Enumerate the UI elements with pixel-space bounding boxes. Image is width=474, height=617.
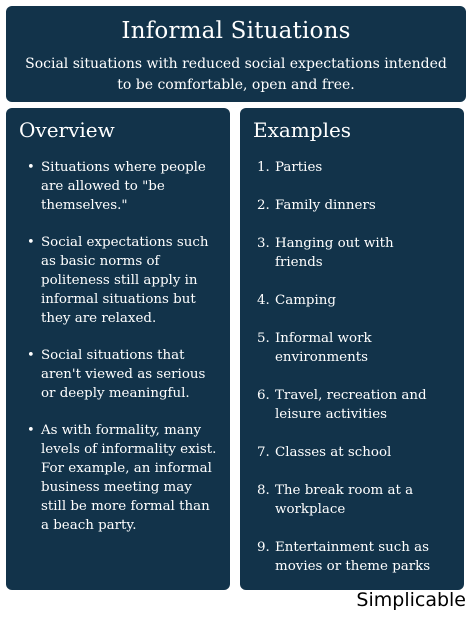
examples-title: Examples — [253, 118, 352, 142]
list-item — [6, 346, 221, 403]
examples-panel — [240, 108, 464, 590]
page-subtitle: Social situations with reduced social expectations intended to be comfortable, open and free. — [25, 56, 447, 93]
overview-item-text: As with formality, many levels of informality exist. For example, an informal business meeting may still be more formal than a beach party. — [41, 423, 217, 533]
list-item — [6, 233, 221, 328]
item-number: 4. — [257, 293, 270, 308]
example-item-text: Travel, recreation and leisure activities — [275, 388, 427, 422]
page-title: Informal Situations — [121, 18, 351, 44]
list-item — [240, 329, 445, 367]
example-item-text: Camping — [275, 293, 336, 308]
overview-item-text: Social expectations such as basic norms of politeness still apply in informal situations but they are relaxed. — [41, 235, 209, 326]
example-item-text: Hanging out with friends — [275, 236, 394, 270]
overview-list — [6, 158, 221, 553]
list-item — [240, 481, 445, 519]
list-item — [240, 158, 445, 177]
example-item-text: Family dinners — [275, 198, 376, 213]
list-item — [240, 443, 445, 462]
overview-panel — [6, 108, 230, 590]
brand-logo-text: Simplicable — [356, 589, 466, 611]
list-item — [240, 291, 445, 310]
example-item-text: Informal work environments — [275, 331, 372, 365]
list-item — [6, 421, 221, 535]
list-item — [240, 386, 445, 424]
example-item-text: Classes at school — [275, 445, 392, 460]
list-item — [240, 234, 445, 272]
list-item — [6, 158, 221, 215]
example-item-text: The break room at a workplace — [275, 483, 414, 517]
overview-item-text: Situations where people are allowed to "be themselves." — [41, 160, 206, 213]
list-item — [240, 196, 445, 215]
item-number: 2. — [257, 198, 270, 213]
overview-item-text: Social situations that aren't viewed as serious or deeply meaningful. — [41, 348, 206, 401]
bullet-icon: • — [27, 160, 35, 175]
examples-list — [240, 158, 445, 595]
item-number: 6. — [257, 388, 270, 403]
list-item — [240, 538, 445, 576]
bullet-icon: • — [27, 423, 35, 438]
item-number: 9. — [257, 540, 270, 555]
example-item-text: Parties — [275, 160, 323, 175]
overview-title: Overview — [19, 118, 115, 142]
header-panel — [6, 6, 466, 102]
item-number: 5. — [257, 331, 270, 346]
item-number: 8. — [257, 483, 270, 498]
example-item-text: Entertainment such as movies or theme parks — [275, 540, 431, 574]
bullet-icon: • — [27, 235, 35, 250]
item-number: 3. — [257, 236, 270, 251]
bullet-icon: • — [27, 348, 35, 363]
item-number: 7. — [257, 445, 270, 460]
item-number: 1. — [257, 160, 270, 175]
